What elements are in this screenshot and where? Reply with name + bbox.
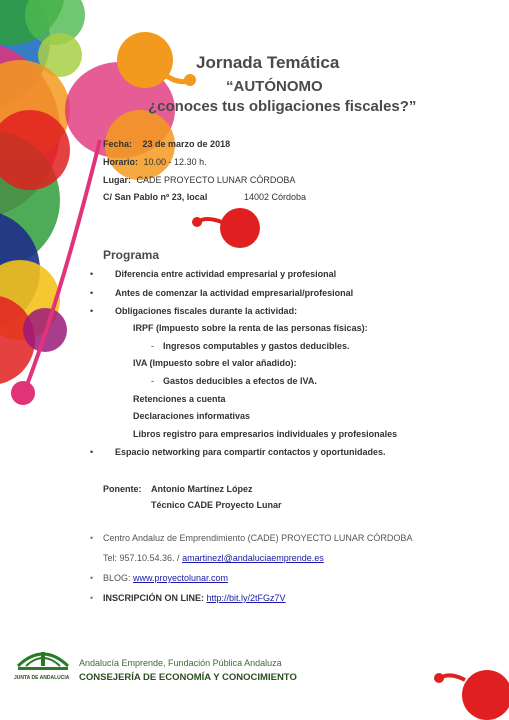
retenciones-item: Retenciones a cuenta (133, 394, 226, 404)
ponente-role: Técnico CADE Proyecto Lunar (151, 500, 282, 510)
fecha-line (103, 139, 230, 149)
dash-icon: - (151, 341, 154, 351)
inscripcion-label: INSCRIPCIÓN ON LINE: (103, 593, 207, 603)
lugar-value: CADE PROYECTO LUNAR CÓRDOBA (136, 175, 296, 185)
inscripcion-line (103, 593, 286, 603)
lugar-line (103, 175, 295, 185)
logo-caption: JUNTA DE ANDALUCIA (14, 675, 70, 681)
email-link[interactable]: amartinezl@andaluciaemprende.es (182, 553, 324, 563)
bullet-icon: • (90, 593, 94, 603)
event-subtitle-line1: “AUTÓNOMO (226, 78, 323, 95)
address-city: 14002 Córdoba (244, 192, 307, 202)
junta-de-andalucia-logo (14, 644, 72, 674)
programa-heading: Programa (103, 248, 160, 262)
blog-line (103, 573, 228, 583)
horario-value: 10.00 - 12.30 h. (143, 157, 207, 167)
blog-label: BLOG: (103, 573, 134, 583)
event-subtitle-line2: ¿conoces tus obligaciones fiscales?” (148, 98, 417, 115)
centro-text: Centro Andaluz de Emprendimiento (CADE) PROYECTO LUNAR CÓRDOBA (103, 533, 413, 543)
bullet-icon: • (90, 306, 94, 316)
fecha-value: 23 de marzo de 2018 (142, 139, 231, 149)
bullet-icon: • (90, 447, 94, 457)
iva-label: IVA (Impuesto sobre el valor añadido): (133, 358, 297, 368)
bullet-icon: • (90, 533, 94, 543)
tel-text: Tel: 957.10.54.36. / (103, 553, 183, 563)
networking-item: Espacio networking para compartir contactos y oportunidades. (115, 447, 386, 457)
programa-item: Antes de comenzar la actividad empresarial/profesional (115, 288, 354, 298)
irpf-subitem: Ingresos computables y gastos deducibles. (163, 341, 350, 351)
ponente-name: Antonio Martínez López (151, 484, 253, 494)
lugar-label: Lugar: (103, 175, 131, 185)
ponente-label: Ponente: (103, 484, 142, 494)
irpf-label: IRPF (Impuesto sobre la renta de las personas físicas): (133, 323, 368, 333)
footer-line1: Andalucía Emprende, Fundación Pública Andaluza (79, 658, 282, 668)
fecha-label: Fecha: (103, 139, 133, 149)
address-line (103, 192, 207, 202)
event-title: Jornada Temática (196, 53, 340, 72)
bullet-icon: • (90, 269, 94, 279)
programa-item: Diferencia entre actividad empresarial y profesional (115, 269, 337, 279)
horario-line (103, 157, 207, 167)
bullet-icon: • (90, 288, 94, 298)
iva-subitem: Gastos deducibles a efectos de IVA. (163, 376, 317, 386)
horario-label: Horario: (103, 157, 139, 167)
dash-icon: - (151, 376, 154, 386)
declaraciones-item: Declaraciones informativas (133, 411, 251, 421)
footer-line2: CONSEJERÍA DE ECONOMÍA Y CONOCIMIENTO (79, 672, 297, 683)
blog-link[interactable]: www.proyectolunar.com (133, 573, 229, 583)
address-street: C/ San Pablo nº 23, local (103, 192, 208, 202)
bullet-icon: • (90, 573, 94, 583)
programa-item: Obligaciones fiscales durante la actividad: (115, 306, 298, 316)
libros-item: Libros registro para empresarios individuales y profesionales (133, 429, 398, 439)
inscripcion-link[interactable]: http://bit.ly/2tFGz7V (206, 593, 286, 603)
tel-line (103, 553, 324, 563)
